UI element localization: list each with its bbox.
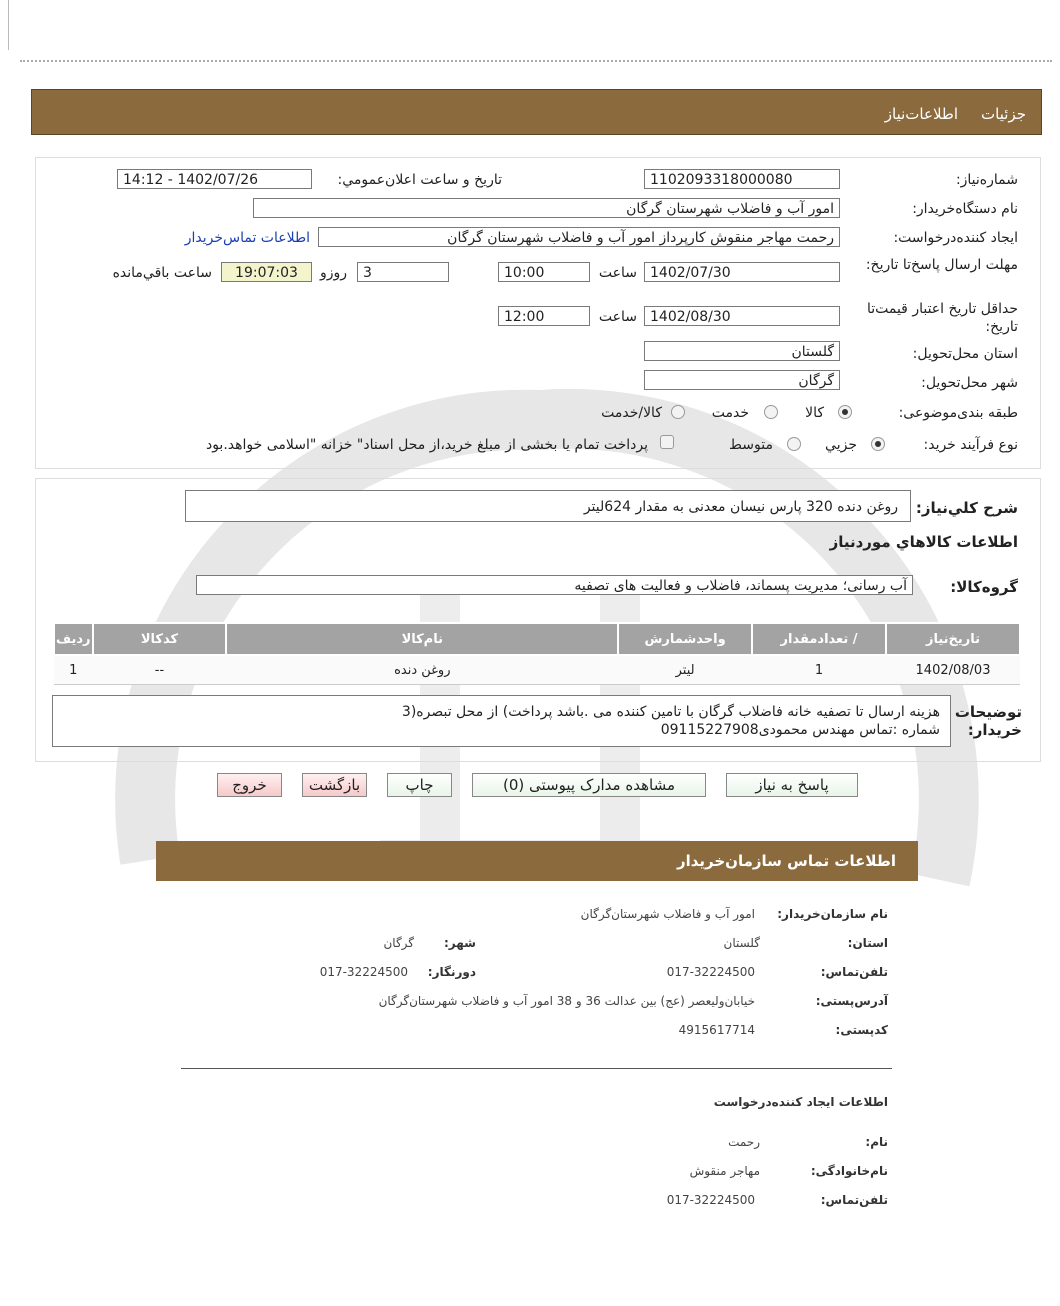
cell-row-number: 1 xyxy=(54,655,93,685)
col-quantity: تعدادمقدار / xyxy=(752,623,886,655)
validity-time-field: 12:00 xyxy=(498,306,590,326)
contact-postal-value: 4915617714 xyxy=(678,1023,755,1037)
creator-phone-value: 017-32224500 xyxy=(666,1193,755,1207)
tab-need-info[interactable]: اطلاعات‌نیاز xyxy=(884,105,958,123)
category-service-radio[interactable] xyxy=(764,405,778,419)
back-button[interactable]: بازگشت xyxy=(302,773,367,797)
contact-province-label: استان: xyxy=(847,936,888,950)
creator-family-value: مهاجر منقوش xyxy=(689,1164,760,1178)
buyer-notes-line1: هزينه ارسال تا تصفيه خانه فاضلاب گرگان با تامين كننده می .باشد پرداخت) از محل تبصره(3 xyxy=(401,704,940,720)
creator-family-label: نام‌خانوادگی: xyxy=(810,1164,888,1178)
category-label: طبقه بندی‌موضوعی: xyxy=(898,405,1018,421)
process-medium-radio[interactable] xyxy=(787,437,801,451)
cell-need-date: 1402/08/03 xyxy=(886,655,1020,685)
goods-table-header xyxy=(54,623,1020,655)
process-medium-label: متوسط xyxy=(729,437,773,453)
process-label: نوع فرآيند خريد: xyxy=(923,437,1018,453)
province-label: استان محل‌تحويل: xyxy=(912,346,1018,362)
creator-name-value: رحمت xyxy=(728,1135,760,1149)
exit-button[interactable]: خروج xyxy=(217,773,282,797)
description-field: روغن دنده 320 پارس نيسان معدنی به مقدار 624ليتر xyxy=(185,490,911,522)
city-field: گرگان xyxy=(644,370,840,390)
contact-address-label: آدرس‌پستی: xyxy=(815,994,888,1008)
category-both-label: كالا/خدمت xyxy=(601,405,662,421)
contact-province-value: گلستان xyxy=(723,936,760,950)
col-item-name: نام‌کالا xyxy=(226,623,618,655)
city-label: شهر محل‌تحويل: xyxy=(921,375,1018,391)
process-minor-label: جزيي xyxy=(825,437,857,453)
province-field: گلستان xyxy=(644,341,840,361)
contact-fax-value: 017-32224500 xyxy=(319,965,408,979)
col-item-code: کدکالا xyxy=(93,623,227,655)
buyer-contact-link[interactable]: اطلاعات تماس‌خريدار xyxy=(184,230,310,246)
announce-field: 1402/07/26 - 14:12 xyxy=(117,169,312,189)
table-row xyxy=(54,655,1020,685)
category-service-label: خدمت xyxy=(711,405,749,421)
creator-field: رحمت مهاجر منقوش کارپرداز امور آب و فاضلاب شهرستان گرگان xyxy=(318,227,840,247)
validity-date-field: 1402/08/30 xyxy=(644,306,840,326)
contact-postal-label: کد‌پستی: xyxy=(835,1023,888,1037)
cell-unit: ليتر xyxy=(618,655,752,685)
reply-deadline-label: مهلت ارسال پاسخ‌تا تاریخ: xyxy=(865,257,1018,273)
contact-fax-label: دورنگار: xyxy=(427,965,476,979)
buyer-notes-line2: شماره :تماس مهندس محمودی09115227908 xyxy=(660,722,940,738)
contact-city-value: گرگان xyxy=(383,936,414,950)
print-button[interactable]: چاپ xyxy=(387,773,452,797)
days-label: روزو xyxy=(319,265,347,281)
goods-group-label: گروه‌کالا: xyxy=(950,578,1018,596)
creator-phone-label: تلفن‌تماس: xyxy=(820,1193,888,1207)
col-unit: واحدشمارش xyxy=(618,623,752,655)
goods-group-field: آب رسانی؛ مديريت پسماند، فاضلاب و فعاليت های تصفيه xyxy=(196,575,913,595)
top-vertical-line xyxy=(8,0,9,50)
cell-item-name: روغن دنده xyxy=(226,655,618,685)
buyer-org-label: نام دستگاه‌خريدار: xyxy=(912,201,1018,217)
buyer-notes-label: توضيحات خريدار: xyxy=(954,703,1022,739)
buyer-org-field: امور آب و فاضلاب شهرستان گرگان xyxy=(253,198,840,218)
treasury-payment-checkbox[interactable] xyxy=(660,435,674,449)
reply-time-field: 10:00 xyxy=(498,262,590,282)
org-name-label: نام سازمان‌خريدار: xyxy=(777,907,888,921)
reply-date-field: 1402/07/30 xyxy=(644,262,840,282)
cell-quantity: 1 xyxy=(752,655,886,685)
tab-details[interactable]: جزئیات xyxy=(981,105,1026,123)
creator-info-title: اطلاعات ايجاد كننده‌درخواست xyxy=(713,1095,888,1109)
need-number-field: 1102093318000080 xyxy=(644,169,840,189)
need-number-label: شماره‌نیاز: xyxy=(955,172,1018,188)
reply-button[interactable]: پاسخ به نياز xyxy=(726,773,858,797)
validity-time-label: ساعت xyxy=(598,309,637,325)
col-need-date: تاريخ‌نياز xyxy=(886,623,1020,655)
goods-info-title: اطلاعات کالاهاي موردنياز xyxy=(829,533,1018,551)
contact-phone-label: تلفن‌تماس: xyxy=(820,965,888,979)
cell-item-code: -- xyxy=(93,655,227,685)
creator-name-label: نام: xyxy=(865,1135,888,1149)
treasury-payment-text: پرداخت تمام يا بخشی از مبلغ خريد،از محل اسناد" خزانه "اسلامی خواهد.بود xyxy=(205,437,648,453)
reply-time-label: ساعت xyxy=(598,265,637,281)
process-minor-radio[interactable] xyxy=(871,437,885,451)
contact-city-label: شهر: xyxy=(444,936,476,950)
description-label: شرح کلي‌نياز: xyxy=(915,499,1018,517)
contact-title: اطلاعات تماس سازمان‌خريدار xyxy=(676,852,896,870)
col-row-number: رديف xyxy=(54,623,93,655)
announce-label: تاريخ و ساعت اعلان‌عمومي: xyxy=(337,172,502,188)
attachments-button[interactable]: مشاهده مدارک پيوستی (0) xyxy=(472,773,706,797)
contact-address-value: خيابان‌وليعصر (عج) بين عدالت 36 و 38 امور آب و فاضلاب شهرستان‌گرگان xyxy=(378,994,755,1008)
contact-phone-value: 017-32224500 xyxy=(666,965,755,979)
category-goods-radio[interactable] xyxy=(838,405,852,419)
validity-label: حداقل تاريخ اعتبار قيمت‌تا تاريخ: xyxy=(866,301,1018,335)
goods-table xyxy=(53,622,1021,685)
contact-divider xyxy=(181,1068,892,1069)
category-goods-label: كالا xyxy=(805,405,824,421)
days-field: 3 xyxy=(357,262,449,282)
remaining-label: ساعت باقي‌مانده xyxy=(112,265,212,281)
remaining-time-field: 19:07:03 xyxy=(221,262,312,282)
org-name-value: امور آب و فاضلاب شهرستان‌گرگان xyxy=(580,907,755,921)
creator-label: ايجاد کننده‌درخواست: xyxy=(893,230,1018,246)
buyer-notes-box xyxy=(52,695,951,747)
category-both-radio[interactable] xyxy=(671,405,685,419)
top-separator xyxy=(20,60,1052,62)
